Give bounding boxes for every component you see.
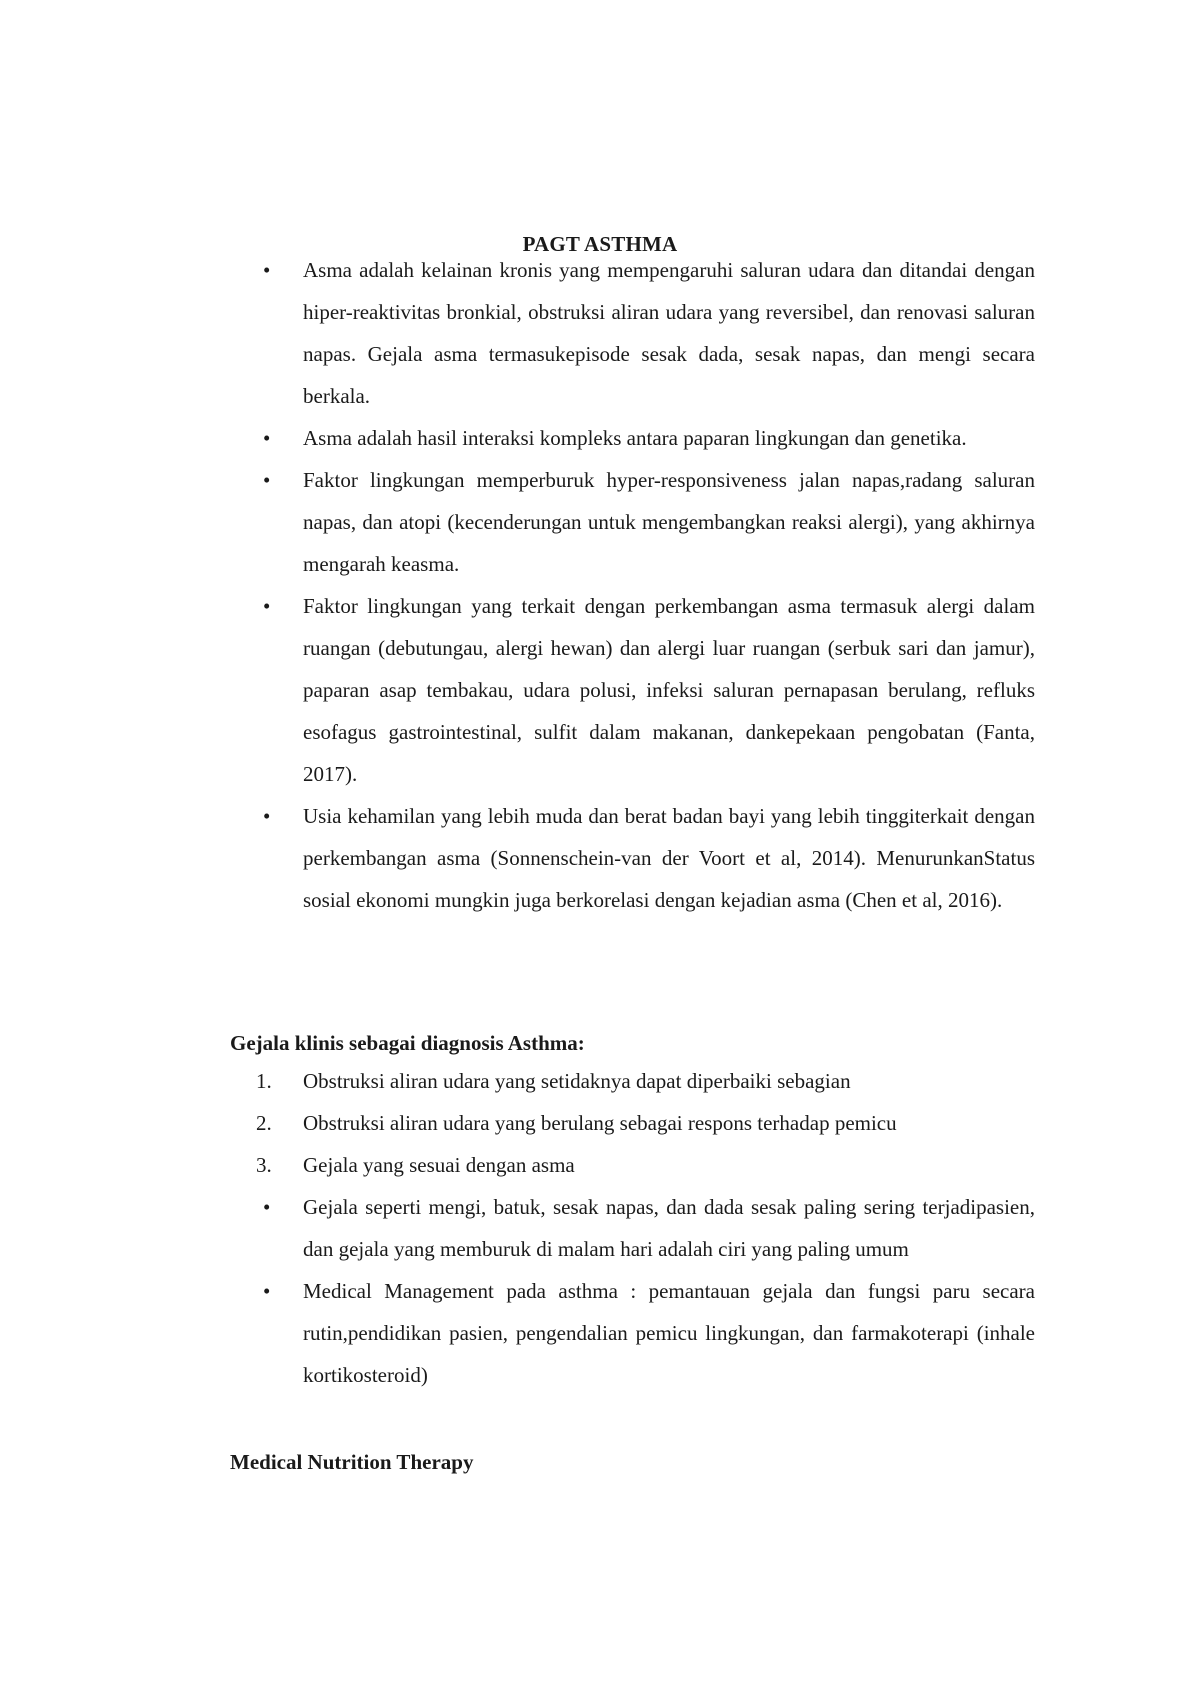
number-marker: 1. <box>256 1069 272 1093</box>
list-item <box>263 249 1035 417</box>
list-item <box>256 1144 1035 1186</box>
list-item-text: Gejala yang sesuai dengan asma <box>303 1153 575 1177</box>
list-item-text: Gejala seperti mengi, batuk, sesak napas, dan dada sesak paling sering terjadipasien, dan gejala yang memburuk di malam hari adalah ciri yang paling umum <box>303 1195 1035 1261</box>
bullet-marker: • <box>263 1279 271 1303</box>
list-item-text: Usia kehamilan yang lebih muda dan berat badan bayi yang lebih tinggiterkait dengan perkembangan asma (Sonnenschein-van der Voort et al, 2014). MenurunkanStatus sosial ekonomi mungkin juga berkorelasi dengan kejadian asma (Chen et al, 2016). <box>303 804 1035 912</box>
list-item <box>263 1186 1035 1270</box>
list-item-text: Obstruksi aliran udara yang setidaknya dapat diperbaiki sebagian <box>303 1069 851 1093</box>
list-item <box>263 417 1035 459</box>
list-item-text: Obstruksi aliran udara yang berulang sebagai respons terhadap pemicu <box>303 1111 897 1135</box>
list-item <box>263 795 1035 921</box>
list-item <box>263 459 1035 585</box>
section-heading-mnt: Medical Nutrition Therapy <box>230 1450 474 1474</box>
list-item <box>256 1102 1035 1144</box>
bullet-marker: • <box>263 594 271 618</box>
list-item <box>263 585 1035 795</box>
bullet-marker: • <box>263 1195 271 1219</box>
list-item-text: Faktor lingkungan memperburuk hyper-responsiveness jalan napas,radang saluran napas, dan atopi (kecenderungan untuk mengembangkan reaksi alergi), yang akhirnya mengarah keasma. <box>303 468 1035 576</box>
list-item <box>263 1270 1035 1396</box>
intro-bullet-list <box>263 249 1035 921</box>
list-item <box>256 1060 1035 1102</box>
page-title: PAGT ASTHMA <box>522 232 678 256</box>
number-marker: 3. <box>256 1153 272 1177</box>
list-item-text: Asma adalah kelainan kronis yang mempengaruhi saluran udara dan ditandai dengan hiper-reaktivitas bronkial, obstruksi aliran udara yang reversibel, dan renovasi saluran napas. Gejala asma termasukepisode sesak dada, sesak napas, dan mengi secara berkala. <box>303 258 1035 408</box>
section-heading-clinical: Gejala klinis sebagai diagnosis Asthma: <box>230 1031 585 1055</box>
clinical-symptom-list <box>256 1060 1035 1396</box>
number-marker: 2. <box>256 1111 272 1135</box>
bullet-marker: • <box>263 258 271 282</box>
list-item-text: Medical Management pada asthma : pemantauan gejala dan fungsi paru secara rutin,pendidikan pasien, pengendalian pemicu lingkungan, dan farmakoterapi (inhale kortikosteroid) <box>303 1279 1035 1387</box>
list-item-text: Faktor lingkungan yang terkait dengan perkembangan asma termasuk alergi dalam ruangan (debutungau, alergi hewan) dan alergi luar ruangan (serbuk sari dan jamur), paparan asap tembakau, udara polusi, infeksi saluran pernapasan berulang, refluks esofagus gastrointestinal, sulfit dalam makanan, dankepekaan pengobatan (Fanta, 2017). <box>303 594 1035 786</box>
bullet-marker: • <box>263 426 271 450</box>
list-item-text: Asma adalah hasil interaksi kompleks antara paparan lingkungan dan genetika. <box>303 426 967 450</box>
bullet-marker: • <box>263 468 271 492</box>
bullet-marker: • <box>263 804 271 828</box>
